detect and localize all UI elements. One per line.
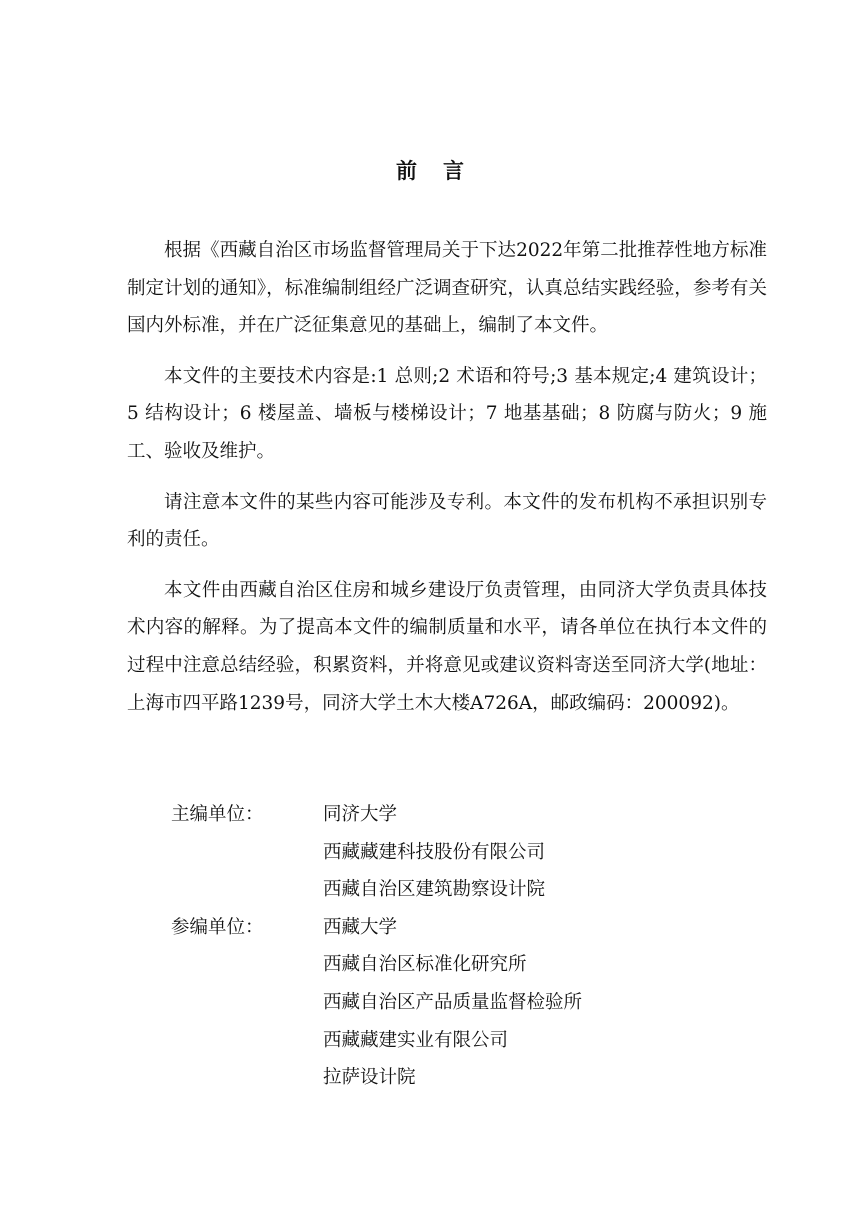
body-text	[127, 232, 767, 735]
units-section	[171, 796, 771, 1097]
paragraph-management: 本文件由西藏自治区住房和城乡建设厅负责管理，由同济大学负责具体技术内容的解释。为了提高本文件的编制质量和水平，请各单位在执行本文件的过程中注意总结经验，积累资料，并将意见或建议资料寄送至同济大学(地址：上海市四平路1239号，同济大学土木大楼A726A，邮政编码：200092)。	[127, 579, 767, 714]
paragraph-patent: 请注意本文件的某些内容可能涉及专利。本文件的发布机构不承担识别专利的责任。	[127, 491, 767, 551]
participating-units-group	[171, 909, 771, 1097]
participating-units-list	[323, 909, 582, 1097]
chief-unit-item: 同济大学	[323, 804, 398, 825]
paragraph-contents: 本文件的主要技术内容是:1 总则;2 术语和符号;3 基本规定;4 建筑设计；5 结构设计；6 楼屋盖、墙板与楼梯设计；7 地基基础；8 防腐与防火；9 施工、验收及维护。	[127, 365, 767, 462]
participating-unit-item: 西藏大学	[323, 916, 398, 938]
participating-unit-item: 拉萨设计院	[323, 1067, 416, 1089]
chief-units-label: 主编单位：	[171, 804, 264, 825]
participating-units-label: 参编单位：	[171, 916, 264, 938]
participating-unit-item: 西藏藏建实业有限公司	[323, 1029, 509, 1051]
chief-units-list	[323, 796, 545, 909]
participating-unit-item: 西藏自治区产品质量监督检验所	[323, 991, 583, 1013]
participating-unit-item: 西藏自治区标准化研究所	[323, 954, 527, 976]
chief-units-group	[171, 796, 771, 909]
paragraph-basis: 根据《西藏自治区市场监督管理局关于下达2022年第二批推荐性地方标准制定计划的通知》，标准编制组经广泛调查研究，认真总结实践经验，参考有关国内外标准，并在广泛征集意见的基础上，编制了本文件。	[127, 240, 767, 337]
chief-unit-item: 西藏藏建科技股份有限公司	[323, 841, 546, 863]
page-title: 前言	[396, 158, 490, 183]
chief-unit-item: 西藏自治区建筑勘察设计院	[323, 879, 546, 901]
